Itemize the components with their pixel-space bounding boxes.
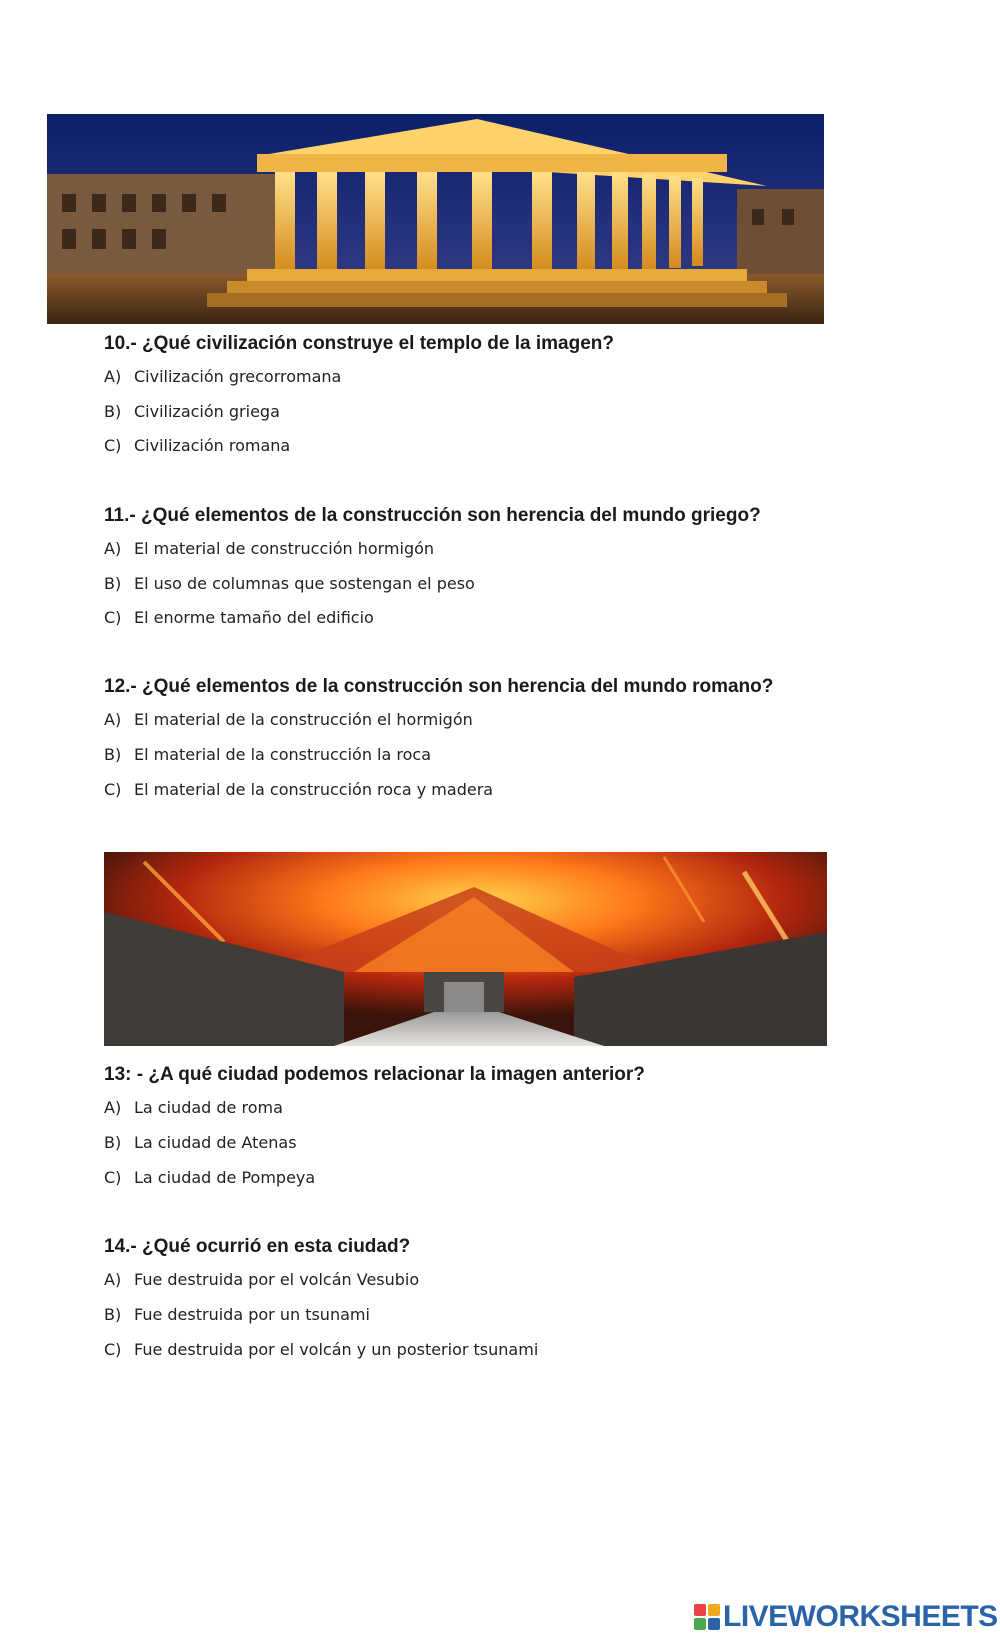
question-10-option-b xyxy=(104,402,280,421)
option-text: La ciudad de roma xyxy=(134,1098,283,1117)
option-text: La ciudad de Atenas xyxy=(134,1133,297,1152)
option-text: Fue destruida por el volcán y un posterior tsunami xyxy=(134,1340,539,1359)
liveworksheets-logo xyxy=(694,1600,998,1634)
option-letter: B) xyxy=(104,1305,122,1324)
question-13-option-b xyxy=(104,1133,297,1152)
question-13-option-a xyxy=(104,1098,283,1117)
option-letter: B) xyxy=(104,574,122,593)
liveworksheets-logo-icon xyxy=(694,1604,720,1630)
logo-text: LIVEWORKSHEETS xyxy=(723,1600,998,1633)
option-text: El uso de columnas que sostengan el peso xyxy=(134,574,475,593)
question-13-option-c xyxy=(104,1168,315,1187)
question-10-option-a xyxy=(104,367,341,386)
question-11-option-a xyxy=(104,539,434,558)
option-text: Civilización griega xyxy=(134,402,280,421)
question-11-option-b xyxy=(104,574,475,593)
option-letter: A) xyxy=(104,1098,122,1117)
option-text: Civilización romana xyxy=(134,436,291,455)
option-text: El material de la construcción roca y madera xyxy=(134,780,494,799)
option-letter: C) xyxy=(104,780,122,799)
question-10-option-c xyxy=(104,436,290,455)
option-letter: C) xyxy=(104,436,122,455)
option-letter: C) xyxy=(104,1168,122,1187)
option-letter: C) xyxy=(104,608,122,627)
option-letter: A) xyxy=(104,539,122,558)
volcano-image xyxy=(104,852,827,1046)
temple-image xyxy=(47,114,824,324)
question-12-title: 12.- ¿Qué elementos de la construcción son herencia del mundo romano? xyxy=(104,676,774,697)
option-text: El enorme tamaño del edificio xyxy=(134,608,374,627)
question-11-option-c xyxy=(104,608,374,627)
option-text: El material de la construcción la roca xyxy=(134,745,431,764)
option-text: Civilización grecorromana xyxy=(134,367,342,386)
question-11-title: 11.- ¿Qué elementos de la construcción son herencia del mundo griego? xyxy=(104,505,761,526)
question-14-option-c xyxy=(104,1340,538,1359)
question-12-option-c xyxy=(104,780,493,799)
option-text: El material de la construcción el hormigón xyxy=(134,710,473,729)
question-14-option-b xyxy=(104,1305,370,1324)
question-14-title: 14.- ¿Qué ocurrió en esta ciudad? xyxy=(104,1236,411,1257)
option-text: Fue destruida por el volcán Vesubio xyxy=(134,1270,420,1289)
option-letter: B) xyxy=(104,745,122,764)
option-letter: C) xyxy=(104,1340,122,1359)
question-12-option-a xyxy=(104,710,473,729)
question-12-option-b xyxy=(104,745,431,764)
question-14-option-a xyxy=(104,1270,419,1289)
option-text: El material de construcción hormigón xyxy=(134,539,435,558)
question-10-title: 10.- ¿Qué civilización construye el templo de la imagen? xyxy=(104,333,614,354)
option-text: La ciudad de Pompeya xyxy=(134,1168,316,1187)
option-letter: B) xyxy=(104,402,122,421)
option-letter: A) xyxy=(104,367,122,386)
option-letter: A) xyxy=(104,710,122,729)
option-letter: A) xyxy=(104,1270,122,1289)
option-letter: B) xyxy=(104,1133,122,1152)
question-13-title: 13: - ¿A qué ciudad podemos relacionar la imagen anterior? xyxy=(104,1064,645,1085)
option-text: Fue destruida por un tsunami xyxy=(134,1305,370,1324)
